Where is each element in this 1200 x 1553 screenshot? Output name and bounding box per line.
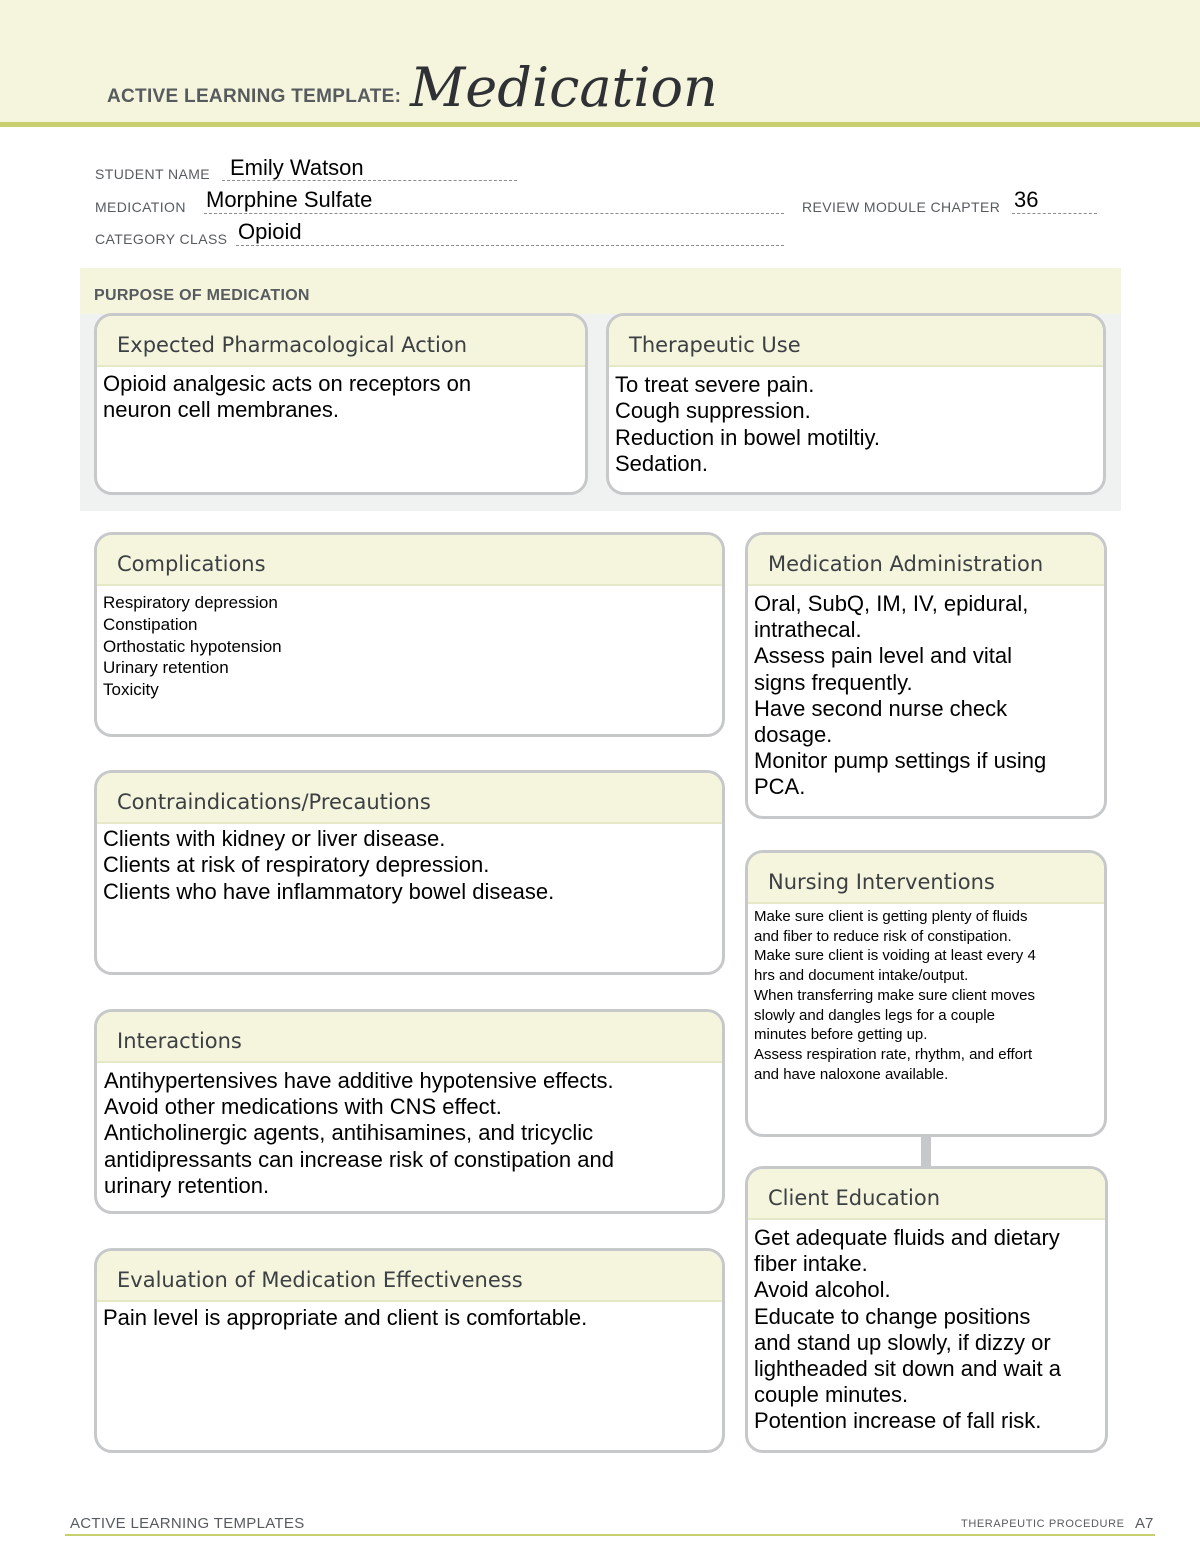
student-name-label: STUDENT NAME [95,166,210,182]
category-class-value[interactable]: Opioid [238,219,302,244]
text-line: and have naloxone available. [754,1065,949,1083]
evaluation-card [94,1248,725,1453]
nursing-interventions-card [745,850,1107,1137]
contraindications-card [94,770,725,975]
interactions-card [94,1009,725,1214]
complications-title: Complications [97,535,722,586]
complications-card [94,532,725,737]
student-name-value[interactable]: Emily Watson [230,155,364,180]
text-line: Clients who have inflammatory bowel disease. [103,878,555,904]
text-line: Oral, SubQ, IM, IV, epidural, [754,591,1029,616]
expected-action-card [94,313,588,495]
text-line: To treat severe pain. [615,372,815,397]
client-education-card [745,1166,1108,1453]
text-line: minutes before getting up. [754,1026,928,1044]
text-line: antidipressants can increase risk of constipation and [104,1146,614,1172]
medication-administration-card [745,532,1107,819]
text-line: Make sure client is getting plenty of fluids [754,908,1028,925]
text-line: Monitor pump settings if using [754,748,1047,774]
client-education-body[interactable] [748,1220,1105,1435]
text-line: Assess respiration rate, rhythm, and effort [754,1045,1033,1063]
contraindications-title: Contraindications/Precautions [97,773,722,824]
template-label: ACTIVE LEARNING TEMPLATE: [107,86,402,107]
text-line: dosage. [754,722,833,748]
medication-line [204,213,784,214]
contraindications-body[interactable] [97,824,722,905]
text-line: Clients at risk of respiratory depression. [103,852,490,878]
text-line: Have second nurse check [754,695,1008,721]
category-class-line [236,245,784,246]
template-title: Medication [410,56,718,119]
text-line: Assess pain level and vital [754,643,1013,669]
nursing-interventions-title: Nursing Interventions [748,853,1104,904]
evaluation-title: Evaluation of Medication Effectiveness [97,1251,722,1302]
nursing-interventions-body[interactable] [748,904,1104,1084]
text-line: Constipation [103,614,198,634]
expected-action-body[interactable] [97,367,585,424]
text-line: neuron cell membranes. [103,397,340,423]
text-line: couple minutes. [754,1382,909,1408]
text-line: Educate to change positions [754,1303,1031,1329]
text-line: Avoid alcohol. [754,1277,891,1303]
text-line: Antihypertensives have additive hypotensive effects. [104,1068,614,1093]
text-line: Sedation. [615,451,708,477]
complications-body[interactable] [97,586,722,701]
text-line: Cough suppression. [615,398,811,424]
text-line: Orthostatic hypotension [103,636,282,656]
text-line: and fiber to reduce risk of constipation. [754,927,1012,945]
header-rule [0,122,1200,127]
text-line: When transferring make sure client moves [754,986,1035,1004]
interactions-title: Interactions [97,1012,722,1063]
text-line: slowly and dangles legs for a couple [754,1006,995,1024]
footer-rule [65,1534,1155,1536]
text-line: hrs and document intake/output. [754,967,969,985]
text-line: Potention increase of fall risk. [754,1408,1042,1434]
text-line: Avoid other medications with CNS effect. [104,1094,502,1120]
text-line: Urinary retention [103,658,229,678]
medication-administration-title: Medication Administration [748,535,1104,586]
text-line: Toxicity [103,680,159,700]
category-class-label: CATEGORY CLASS [95,231,228,247]
text-line: Anticholinergic agents, antihisamines, and tricyclic [104,1120,594,1146]
medication-label: MEDICATION [95,199,186,215]
review-module-value[interactable]: 36 [1014,187,1039,212]
purpose-label: PURPOSE OF MEDICATION [94,287,310,304]
text-line: urinary retention. [104,1172,270,1198]
therapeutic-use-body[interactable] [609,367,1103,478]
expected-action-title: Expected Pharmacological Action [97,316,585,367]
text-line: Respiratory depression [103,593,278,612]
text-line: signs frequently. [754,669,913,695]
text-line: lightheaded sit down and wait a [754,1356,1061,1382]
text-line: Pain level is appropriate and client is comfortable. [103,1305,588,1330]
text-line: and stand up slowly, if dizzy or [754,1329,1051,1355]
text-line: Reduction in bowel motiltiy. [615,424,880,450]
card-connector [921,1135,931,1166]
therapeutic-use-title: Therapeutic Use [609,316,1103,367]
therapeutic-use-card [606,313,1106,495]
footer-left-label: ACTIVE LEARNING TEMPLATES [70,1515,305,1532]
interactions-body[interactable] [97,1063,722,1199]
review-module-label: REVIEW MODULE CHAPTER [802,199,1001,215]
evaluation-body[interactable] [97,1302,722,1331]
medication-administration-body[interactable] [748,586,1104,801]
text-line: Make sure client is voiding at least every 4 [754,947,1036,965]
text-line: Clients with kidney or liver disease. [103,826,446,851]
client-education-title: Client Education [748,1169,1105,1220]
text-line: fiber intake. [754,1251,868,1277]
medication-value[interactable]: Morphine Sulfate [206,187,373,212]
text-line: Get adequate fluids and dietary [754,1225,1060,1250]
footer-page-number: A7 [1135,1515,1154,1532]
review-module-line [1012,213,1097,214]
text-line: Opioid analgesic acts on receptors on [103,371,472,396]
text-line: PCA. [754,774,806,800]
text-line: intrathecal. [754,617,862,643]
footer-right-label: THERAPEUTIC PROCEDURE [961,1518,1125,1530]
